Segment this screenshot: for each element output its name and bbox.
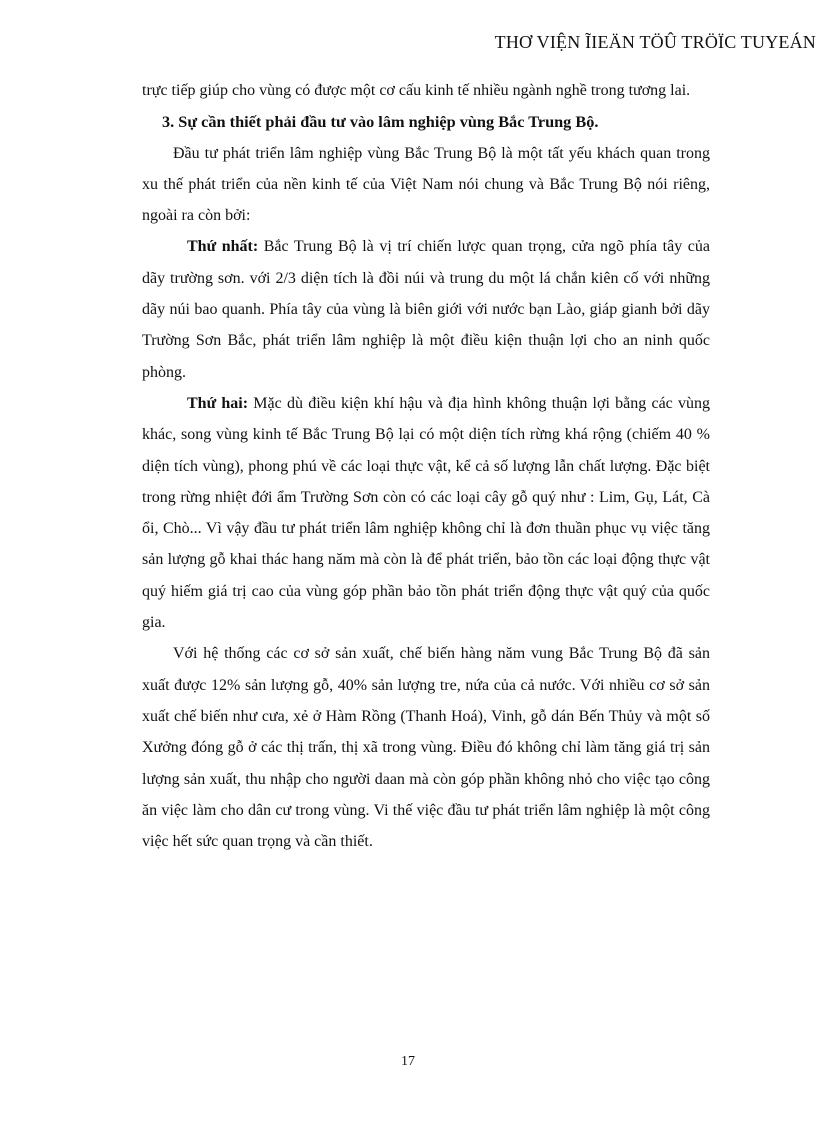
first-reason-text: Bắc Trung Bộ là vị trí chiến lược quan trọng, cửa ngõ phía tây của dãy trường sơn. với 2/3 diện tích là đồi núi và trung du một lá chắn kiên cố với những dãy núi bao quanh. Phía tây của vùng là biên giới với nước bạn Lào, giáp gianh bởi dãy Trường Sơn Bắc, phát triển lâm nghiệp là một điều kiện thuận lợi cho an ninh quốc phòng.	[142, 238, 710, 381]
paragraph-second-reason	[142, 388, 710, 638]
paragraph-first-reason	[142, 231, 710, 387]
paragraph-production: Với hệ thống các cơ sở sản xuất, chế biến hàng năm vung Bắc Trung Bộ đã sản xuất được 12% sản lượng gỗ, 40% sản lượng tre, nứa của cả nước. Với nhiều cơ sở sản xuất chế biến như cưa, xẻ ở Hàm Rồng (Thanh Hoá), Vinh, gỗ dán Bến Thủy và một số Xưởng đóng gỗ ở các thị trấn, thị xã trong vùng. Điều đó không chỉ làm tăng giá trị sản lượng sản xuất, thu nhập cho người daan mà còn góp phần không nhỏ cho việc tạo công ăn việc làm cho dân cư trong vùng. Vi thế việc đầu tư phát triển lâm nghiệp là một công việc hết sức quan trọng và cần thiết.	[142, 645, 710, 851]
paragraph-intro: Đầu tư phát triển lâm nghiệp vùng Bắc Trung Bộ là một tất yếu khách quan trong xu thế phát triển của nền kinh tế của Việt Nam nói chung và Bắc Trung Bộ nói riêng, ngoài ra còn bởi:	[142, 144, 710, 225]
second-reason-label: Thứ hai:	[187, 394, 249, 412]
section-heading: 3. Sự cần thiết phải đầu tư vào lâm nghiệp vùng Bắc Trung Bộ.	[162, 112, 599, 132]
document-body	[142, 75, 710, 857]
page-number: 17	[401, 1054, 415, 1069]
second-reason-text: Mặc dù điều kiện khí hậu và địa hình không thuận lợi bằng các vùng khác, song vùng kinh tế Bắc Trung Bộ lại có một diện tích rừng khá rộng (chiếm 40 % diện tích vùng), phong phú về các loại thực vật, kể cả số lượng lẫn chất lượng. Đặc biệt trong rừng nhiệt đới ẩm Trường Sơn còn có các loại cây gỗ quý như : Lim, Gụ, Lát, Cà ổi, Chò... Vì vậy đầu tư phát triển lâm nghiệp không chỉ là đơn thuần phục vụ việc tăng sản lượng gỗ khai thác hang năm mà còn là để phát triển, bảo tồn các loại động thực vật quý hiếm giá trị cao của vùng góp phần bảo tồn phát triển động thực vật quý của quốc gia.	[142, 394, 711, 632]
first-reason-label: Thứ nhất:	[187, 238, 259, 256]
page-header: THƠ VIỆN ĨIEÄN TÖÛ TRÖÏC TUYEÁN	[494, 32, 816, 52]
paragraph-continuation: trực tiếp giúp cho vùng có được một cơ cấu kinh tế nhiều ngành nghề trong tương lai.	[142, 82, 691, 99]
